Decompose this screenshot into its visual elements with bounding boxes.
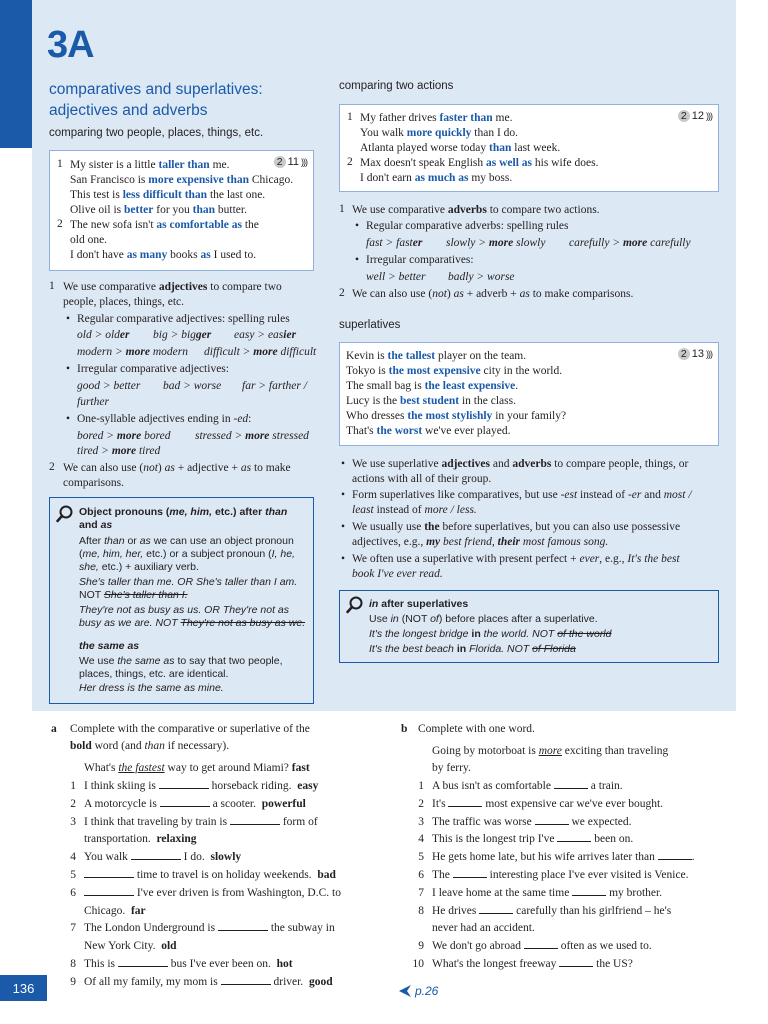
subheading-actions: comparing two actions [339, 80, 454, 92]
item-number: 9 [70, 975, 76, 988]
exercise-item: 8 This is bus I've ever been on. hot [84, 956, 293, 973]
exercise-item: 2 It's most expensive car we've ever bought. [432, 796, 663, 813]
page-number: 136 [0, 975, 47, 1001]
exercise-item: 1 A bus isn't as comfortable a train. [432, 778, 623, 795]
item-number: 1 [57, 158, 63, 170]
cd-label: 2 [274, 156, 286, 168]
answer-blank[interactable] [557, 832, 591, 842]
item-number: 3 [70, 815, 76, 828]
cue-word: bad [317, 869, 336, 881]
example-sentence: What's the fastest way to get around Miami? fast [84, 762, 310, 774]
item-number: 1 [70, 780, 76, 792]
example-line: The new sofa isn't as comfortable as the [70, 219, 259, 231]
item-number: 6 [70, 886, 76, 899]
item-number: 2 [70, 797, 76, 810]
exercise-item: 4 You walk I do. slowly [84, 849, 241, 866]
item-number: 8 [418, 904, 424, 917]
section-heading [49, 79, 263, 121]
answer-blank[interactable] [453, 868, 487, 878]
answer-blank[interactable] [159, 779, 209, 789]
example-line: This test is less difficult than the last one. [70, 189, 266, 201]
cue-word: relaxing [156, 833, 197, 846]
tip-subtitle: the same as [79, 640, 140, 652]
example-sentence: Going by motorboat is more exciting than traveling [432, 745, 669, 757]
example-line: San Francisco is more expensive than Chicago. [70, 174, 294, 186]
answer-blank[interactable] [572, 886, 606, 896]
answer-blank[interactable] [221, 975, 271, 985]
answer-blank[interactable] [230, 815, 280, 825]
audio-button-11[interactable] [274, 156, 307, 168]
exercise-item: 2 A motorcycle is a scooter. powerful [84, 796, 306, 813]
audio-button-13[interactable] [678, 348, 712, 360]
track-label: 13 [691, 348, 704, 360]
item-number: 7 [70, 922, 76, 935]
audio-button-12[interactable] [678, 110, 712, 122]
answer-blank[interactable] [554, 779, 588, 789]
unit-code: 3A [47, 24, 94, 66]
exercise-item: 10 What's the longest freeway the US? [432, 956, 633, 973]
answer-blank[interactable] [131, 850, 181, 860]
item-number: 4 [418, 833, 424, 846]
sound-wave-icon: ))) [706, 111, 712, 121]
item-number: 7 [418, 886, 424, 899]
page-reference-link[interactable]: p.26 [399, 984, 438, 998]
exercise-item: 7 The London Underground is the subway in [84, 920, 335, 937]
item-number: 5 [418, 851, 424, 864]
exercise-item: Chicago. far [84, 904, 146, 917]
heading-line-1: comparatives and superlatives: [49, 81, 263, 98]
sound-wave-icon: ))) [706, 349, 712, 359]
answer-blank[interactable] [448, 797, 482, 807]
cue-word: easy [297, 780, 319, 792]
exercise-item: 9 We don't go abroad often as we used to. [432, 938, 652, 955]
exercise-item: 9 Of all my family, my mom is driver. good [84, 974, 333, 991]
cue-word: far [130, 904, 146, 917]
exercise-item: 8 He drives carefully than his girlfriend – he's [432, 903, 671, 920]
tip-object-pronouns: Object pronouns (me, him, etc.) after than and as After than or as we can use an object pronoun (me, him, her, etc.) or a subject pronoun (I, he, she, etc.) + auxiliary verb. She's taller than me. OR She's taller than I am. NOT She's taller than I. They're not as busy as us. OR They're not as busy as we are. NOT They're not as busy as we. the same as We use the same as to say that two people, places, things, etc. are identical. Her dress is the same as mine. [49, 497, 314, 704]
answer-blank[interactable] [84, 868, 134, 878]
cue-word: hot [276, 958, 293, 970]
subheading-two-things: comparing two people, places, things, etc. [49, 127, 264, 139]
item-number: 5 [70, 869, 76, 881]
track-label: 12 [691, 110, 704, 122]
item-number: 2 [57, 218, 63, 230]
cue-word: old [161, 940, 177, 953]
tip-title: in after superlatives [369, 598, 469, 610]
example-line: old one. [70, 234, 108, 246]
answer-blank[interactable] [84, 886, 134, 896]
exercise-item: 6 I've ever driven is from Washington, D.C. to [84, 885, 341, 902]
arrow-left-icon [399, 985, 411, 997]
cue-word: powerful [261, 797, 306, 810]
exercise-item: 5 He gets home late, but his wife arrives later than . [432, 849, 695, 866]
item-number: 9 [418, 940, 424, 953]
answer-blank[interactable] [218, 921, 268, 931]
example-line: Olive oil is better for you than butter. [70, 204, 247, 216]
answer-blank[interactable] [535, 815, 569, 825]
side-tab [0, 0, 32, 148]
answer-blank[interactable] [559, 957, 593, 967]
exercise-item: 5 time to travel is on holiday weekends. bad [84, 867, 336, 884]
exercise-item: 7 I leave home at the same time my brother. [432, 885, 662, 902]
exercise-item: 1 I think skiing is horseback riding. easy [84, 778, 318, 795]
tip-in-after-superlatives: in after superlatives Use in (NOT of) before places after a superlative. It's the longest bridge in the world. NOT of the world It's the best beach in Florida. NOT of Florida [339, 590, 719, 663]
item-number: 1 [418, 780, 424, 792]
item-number: 2 [418, 797, 424, 810]
magnifier-icon [346, 596, 364, 614]
answer-blank[interactable] [118, 957, 168, 967]
exercise-item: transportation. relaxing [84, 833, 197, 846]
example-line: My sister is a little taller than me. [70, 159, 230, 171]
exercise-item: 6 The interesting place I've ever visited is Venice. [432, 867, 689, 884]
exercise-item: 3 I think that traveling by train is form of [84, 814, 318, 831]
item-number: 10 [412, 958, 424, 970]
track-label: 11 [287, 156, 299, 168]
exercise-item: New York City. old [84, 940, 177, 953]
exercise-item: 3 The traffic was worse we expected. [432, 814, 632, 831]
example-box-adjectives [49, 150, 314, 271]
cue-word: slowly [210, 851, 242, 864]
example-box-superlatives: 2 13 ))) Kevin is the tallest player on the team. Tokyo is the most expensive city in the world. The small bag is the least expensive. Lucy is the best student in the class. Who dresses the most stylishly in your family? That's the worst we've ever played. [339, 342, 719, 446]
item-number: 3 [418, 815, 424, 828]
magnifier-icon [56, 505, 74, 523]
item-number: 6 [418, 869, 424, 881]
cd-label: 2 [678, 348, 690, 360]
answer-blank[interactable] [524, 939, 558, 949]
subheading-superlatives: superlatives [339, 319, 401, 331]
answer-blank[interactable] [479, 904, 513, 914]
item-number: 4 [70, 851, 76, 864]
item-number: 8 [70, 958, 76, 970]
cue-word: good [308, 975, 333, 988]
sound-wave-icon: ))) [301, 157, 307, 167]
heading-line-2: adjectives and adverbs [49, 102, 208, 119]
example-line: I don't have as many books as I used to. [70, 249, 257, 261]
answer-blank[interactable] [658, 850, 692, 860]
exercise-item: 4 This is the longest trip I've been on. [432, 831, 633, 848]
answer-blank[interactable] [160, 797, 210, 807]
tip-title: Object pronouns (me, him, etc.) after than [79, 506, 288, 518]
exercise-item: never had an accident. [432, 922, 535, 935]
example-box-adverbs: 2 12 ))) 1 My father drives faster than me. You walk more quickly than I do. Atlanta played worse today than last week. 2 Max doesn't speak English as well as his wife does. I don't earn as much as my boss. [339, 104, 719, 192]
cd-label: 2 [678, 110, 690, 122]
